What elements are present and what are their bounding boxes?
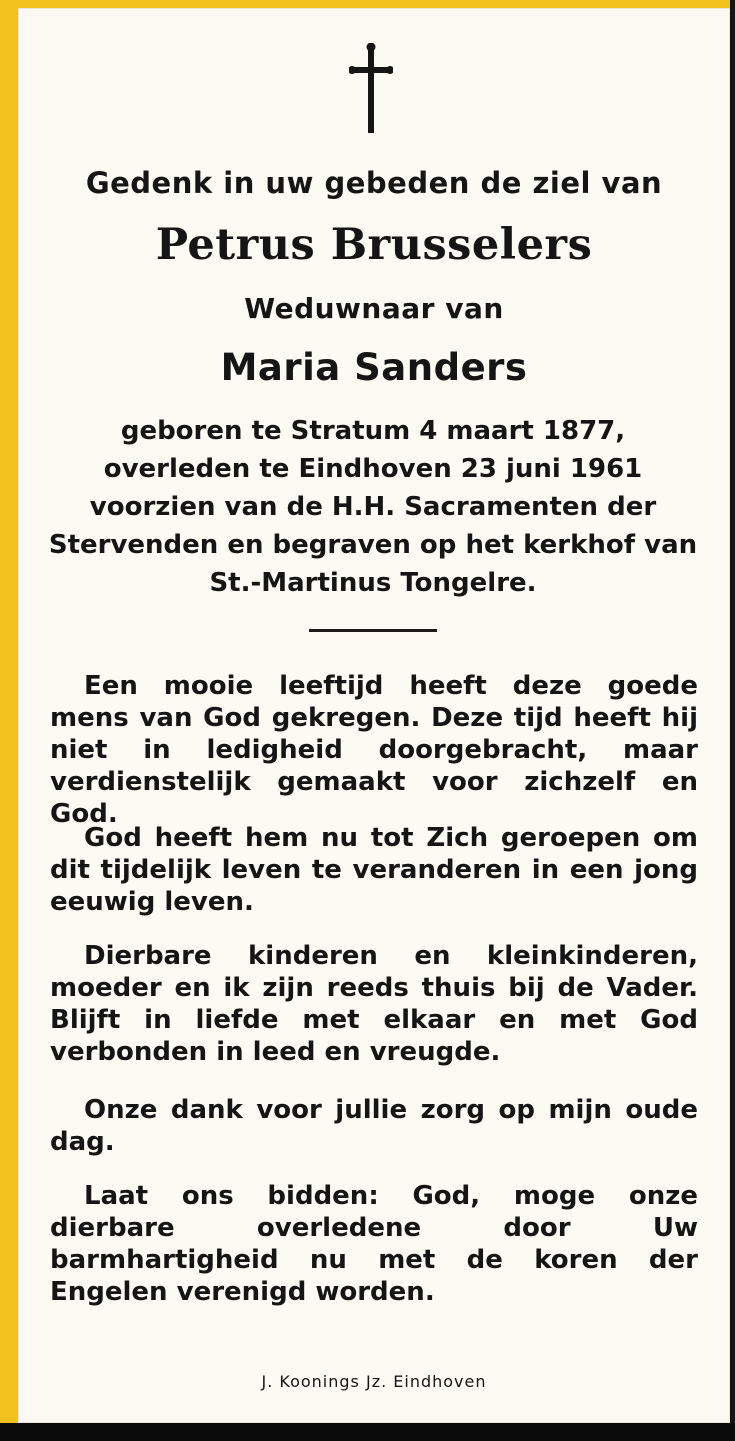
divider — [309, 629, 437, 632]
intro-line: Gedenk in uw gebeden de ziel van — [85, 166, 663, 200]
paragraph-3: Dierbare kinderen en kleinkinderen, moeder en ik zijn reeds thuis bij de Vader. Blijft in liefde met elkaar en met God verbonden in leed en vreugde. — [50, 941, 698, 1067]
cross-icon — [349, 43, 393, 135]
paragraph-5: Laat ons bidden: God, moge onze dierbare overledene door Uw barmhartigheid nu met de koren der Engelen verenigd worden. — [50, 1181, 698, 1307]
paragraph-2: God heeft hem nu tot Zich geroepen om dit tijdelijk leven te veranderen in een jong eeuwig leven. — [50, 823, 698, 917]
card-edge-bottom — [0, 1423, 735, 1441]
printer-imprint: J. Koonings Jz. Eindhoven — [261, 1372, 487, 1391]
card-edge-right — [730, 0, 735, 1441]
relation-line: Weduwnaar van — [244, 292, 504, 325]
paragraph-4: Onze dank voor jullie zorg op mijn oude dag. — [50, 1095, 698, 1157]
biography-text: geboren te Stratum 4 maart 1877, overleden te Eindhoven 23 juni 1961 voorzien van de H.H. Sacramenten der Stervenden en begraven op het kerkhof van St.-Martinus Tongelre. — [48, 416, 698, 598]
memorial-card — [18, 8, 730, 1423]
paragraph-1: Een mooie leeftijd heeft deze goede mens van God gekregen. Deze tijd heeft hij niet in ledigheid doorgebracht, maar verdienstelijk gemaakt voor zichzelf en God. — [50, 671, 698, 829]
spouse-name: Maria Sanders — [220, 346, 528, 389]
deceased-name: Petrus Brusselers — [155, 220, 593, 270]
